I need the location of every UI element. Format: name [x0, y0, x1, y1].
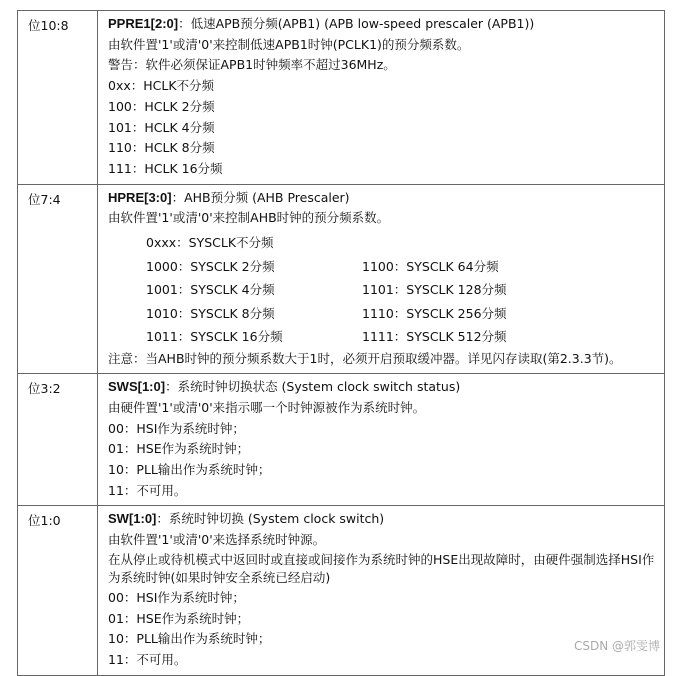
warning-line: 警告：软件必须保证APB1时钟频率不超过36MHz。: [108, 57, 396, 73]
value-line: 00：HSI作为系统时钟；: [108, 589, 245, 605]
value-right: 1111：SYSCLK 512分频: [362, 329, 507, 345]
field-name: PPRE1[2:0]: [108, 16, 179, 31]
value-line: 01：HSE作为系统时钟；: [108, 441, 250, 457]
table-row-sw: [18, 506, 665, 675]
value-pair-row: [108, 325, 658, 349]
value-left: 1001：SYSCLK 4分频: [146, 282, 275, 298]
table-row-ppre1: [18, 11, 665, 185]
note-line: 注意：当AHB时钟的预分频系数大于1时，必须开启预取缓冲器。详见闪存读取(第2.3.3节)。: [108, 350, 622, 366]
description-cell: [98, 11, 665, 185]
value-left: 1011：SYSCLK 16分频: [146, 329, 283, 345]
bit-range: 位10:8: [28, 18, 69, 33]
field-title-text: ：系统时钟切换 (System clock switch): [156, 511, 385, 527]
bit-range-cell: [18, 506, 98, 675]
field-title: [108, 377, 658, 398]
value-line: 11：不可用。: [108, 482, 187, 498]
bit-range-cell: [18, 184, 98, 374]
value-line: 01：HSE作为系统时钟；: [108, 610, 250, 626]
value-left: 1000：SYSCLK 2分频: [146, 258, 275, 274]
value-line: 110：HCLK 8分频: [108, 140, 215, 156]
value-line: 10：PLL输出作为系统时钟；: [108, 462, 271, 478]
bit-range: 位1:0: [28, 513, 61, 529]
value-pair-row: [108, 278, 658, 302]
field-title-text: ：AHB预分频 (AHB Prescaler): [171, 189, 350, 205]
value-left: 1010：SYSCLK 8分频: [146, 305, 275, 321]
field-title-text: ：系统时钟切换状态 (System clock switch status): [165, 379, 461, 395]
description-line: 由软件置'1'或清'0'来选择系统时钟源。: [108, 532, 326, 548]
value-right: 1101：SYSCLK 128分频: [362, 282, 507, 298]
description-line: 由硬件置'1'或清'0'来指示哪一个时钟源被作为系统时钟。: [108, 399, 426, 415]
value-line: 111：HCLK 16分频: [108, 160, 223, 176]
field-title-text: ：低速APB预分频(APB1) (APB low-speed prescaler (APB1)): [178, 16, 535, 31]
value-right: 1110：SYSCLK 256分频: [362, 305, 507, 321]
field-title: [108, 188, 658, 209]
value-line: 10：PLL输出作为系统时钟；: [108, 631, 271, 647]
field-name: SW[1:0]: [108, 511, 157, 527]
field-title: [108, 14, 658, 35]
value-line: 00：HSI作为系统时钟；: [108, 420, 245, 436]
description-paragraph: 在从停止或待机模式中返回时或直接或间接作为系统时钟的HSE出现故障时，由硬件强制选择HSI作为系统时钟(如果时钟安全系统已经启动): [108, 551, 655, 586]
description-cell: [98, 184, 665, 374]
description-line: 由软件置'1'或清'0'来控制低速APB1时钟(PCLK1)的预分频系数。: [108, 36, 470, 52]
field-title: [108, 509, 658, 530]
register-bit-table: [17, 10, 665, 676]
bit-range: 位3:2: [28, 381, 61, 397]
watermark: CSDN @郭雯博: [573, 639, 660, 653]
value-pair-row: [108, 255, 658, 279]
table-row-hpre: [18, 184, 665, 374]
bit-range: 位7:4: [28, 191, 61, 207]
description-cell: [98, 374, 665, 506]
value-pair-row: [108, 302, 658, 326]
field-name: HPRE[3:0]: [108, 189, 172, 205]
value-line: 0xx：HCLK不分频: [108, 78, 215, 94]
value-right: 1100：SYSCLK 64分频: [362, 258, 499, 274]
value-line: 11：不可用。: [108, 651, 187, 667]
bit-range-cell: [18, 374, 98, 506]
field-name: SWS[1:0]: [108, 379, 166, 395]
description-line: 由软件置'1'或清'0'来控制AHB时钟的预分频系数。: [108, 210, 390, 226]
bit-range-cell: [18, 11, 98, 185]
value-line: 0xxx：SYSCLK不分频: [146, 235, 274, 251]
value-line: 100：HCLK 2分频: [108, 98, 215, 114]
table-row-sws: [18, 374, 665, 506]
value-line: 101：HCLK 4分频: [108, 119, 215, 135]
